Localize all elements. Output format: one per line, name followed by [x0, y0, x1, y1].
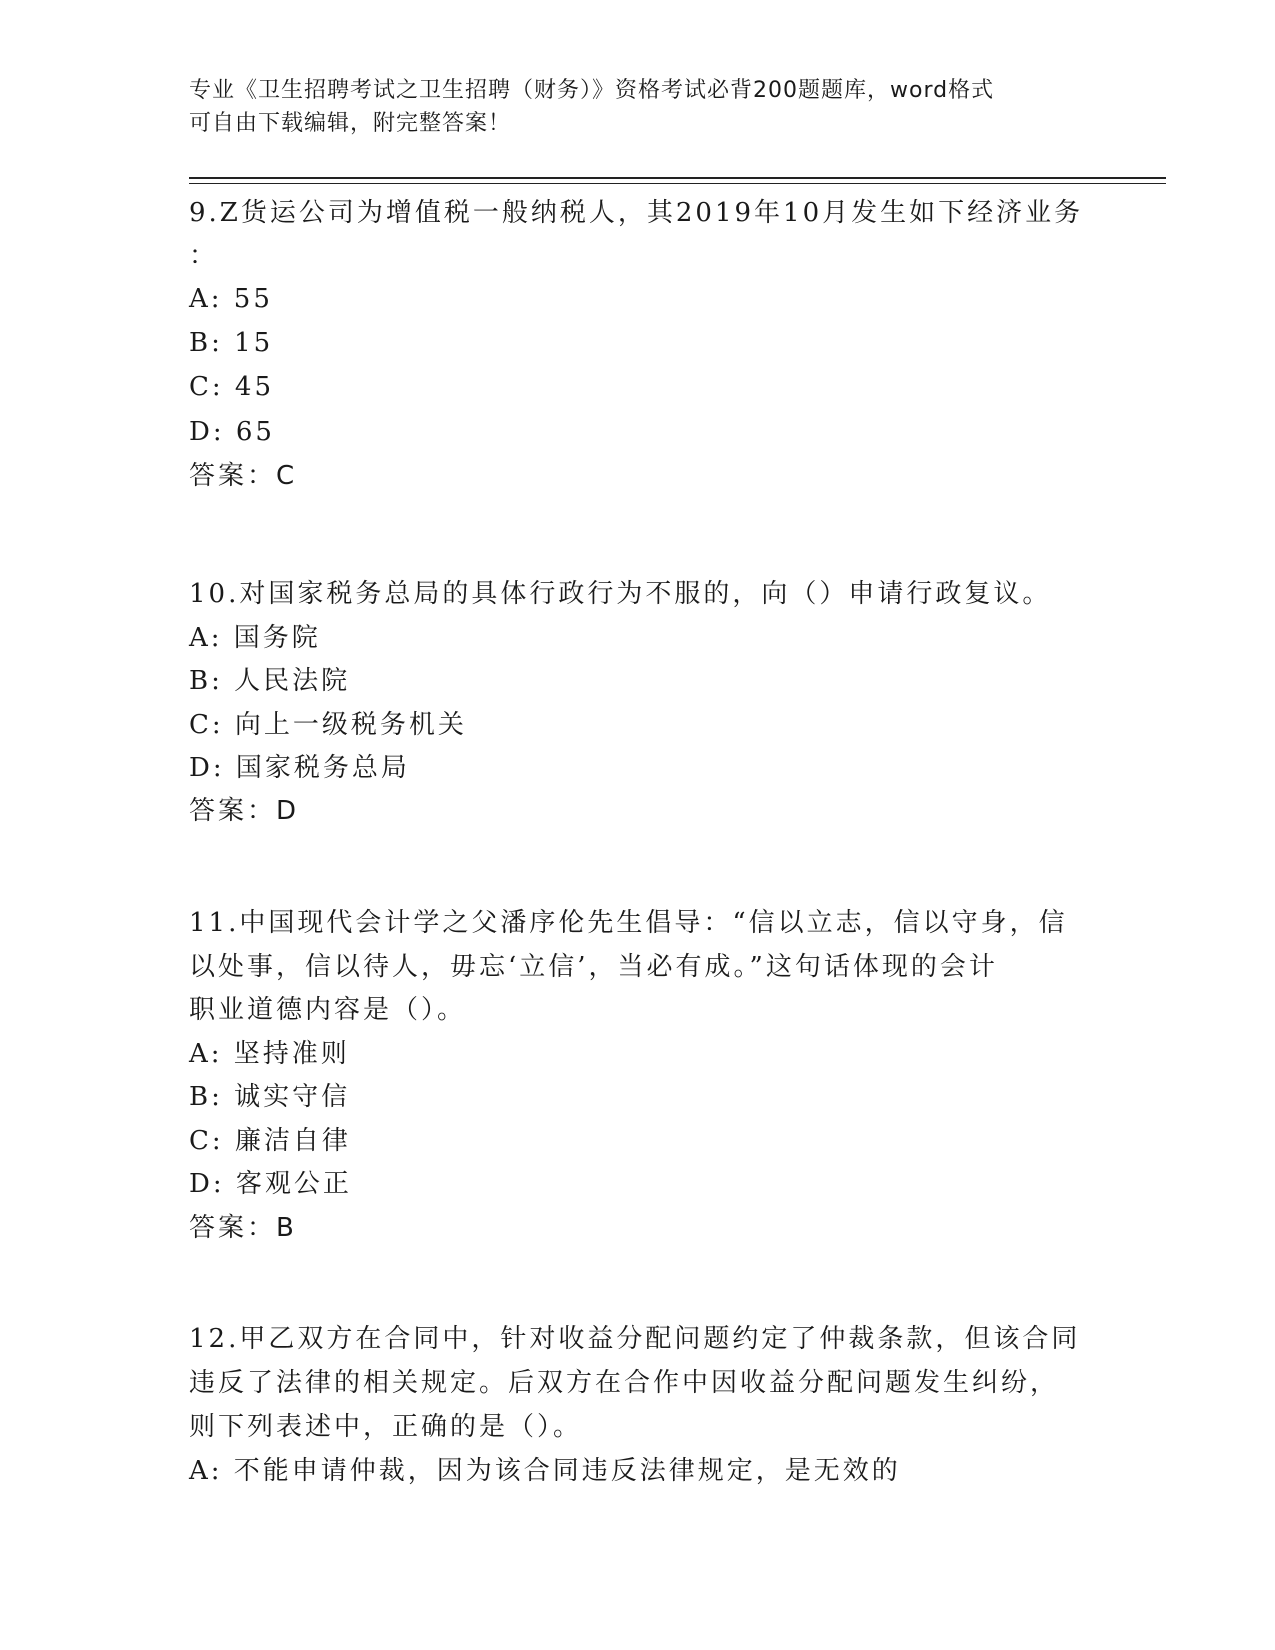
question-stem-line: 12.甲乙双方在合同中，针对收益分配问题约定了仲裁条款，但该合同: [189, 1324, 1081, 1354]
option-d: D: 65: [189, 417, 275, 447]
option-d: D: 客观公正: [189, 1169, 352, 1199]
question-9: [189, 190, 1089, 498]
option-a: A: 坚持准则: [189, 1039, 350, 1069]
option-a: A: 不能申请仲裁，因为该合同违反法律规定，是无效的: [189, 1456, 901, 1486]
question-stem-line: 职业道德内容是（）。: [189, 995, 467, 1025]
option-d: D: 国家税务总局: [189, 753, 410, 783]
header-line-2: 可自由下载编辑，附完整答案！: [189, 111, 512, 136]
option-b: B: 人民法院: [189, 666, 351, 696]
question-stem-line: 9.Z货运公司为增值税一般纳税人，其2019年10月发生如下经济业务: [189, 198, 1084, 228]
question-stem-line: 11.中国现代会计学之父潘序伦先生倡导：“信以立志，信以守身，信: [189, 908, 1068, 938]
option-b: B: 15: [189, 328, 274, 358]
question-stem-line: 10.对国家税务总局的具体行政行为不服的，向（）申请行政复议。: [189, 579, 1052, 609]
question-stem-line: 以处事，信以待人，毋忘‘立信’，当必有成。”这句话体现的会计: [189, 952, 998, 982]
answer-text: 答案：C: [189, 461, 298, 491]
question-list: [189, 190, 1089, 1493]
question-11: [189, 901, 1089, 1250]
header-rule-thick: [189, 177, 1166, 179]
option-c: C: 45: [189, 372, 275, 402]
option-c: C: 向上一级税务机关: [189, 710, 467, 740]
document-header: [189, 74, 1089, 140]
answer-text: 答案：B: [189, 1213, 297, 1243]
question-stem-line: 违反了法律的相关规定。后双方在合作中因收益分配问题发生纠纷，: [189, 1368, 1060, 1398]
option-a: A: 国务院: [189, 623, 321, 653]
answer-text: 答案：D: [189, 796, 300, 826]
question-12: [189, 1317, 1089, 1493]
header-rule-thin: [189, 183, 1166, 184]
option-c: C: 廉洁自律: [189, 1126, 351, 1156]
question-stem-line: 则下列表述中，正确的是（）。: [189, 1412, 583, 1442]
option-b: B: 诚实守信: [189, 1082, 351, 1112]
question-stem-line: ：: [189, 241, 219, 271]
header-line-1: 专业《卫生招聘考试之卫生招聘（财务）》资格考试必背200题题库，word格式: [189, 78, 995, 103]
question-10: [189, 571, 1089, 833]
option-a: A: 55: [189, 284, 273, 314]
